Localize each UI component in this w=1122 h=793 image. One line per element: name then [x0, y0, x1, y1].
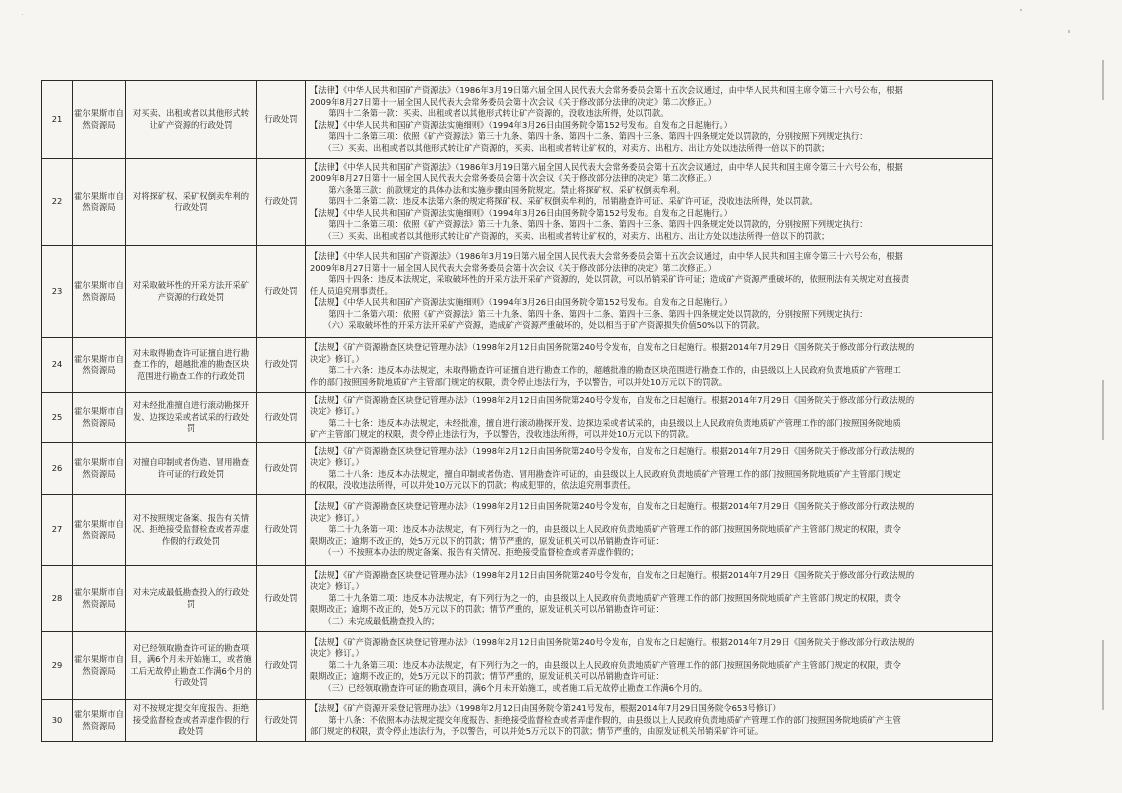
implementing-agency: 霍尔果斯市自然资源局 — [73, 495, 126, 566]
legal-basis-line: 第二十九条第一项：违反本办法规定，有下列行为之一的，由县级以上人民政府负责地质矿产管理工作的部门按照国务院地质矿产主管部门规定的权限，责令 — [328, 524, 901, 535]
penalty-table — [41, 80, 993, 742]
scan-speck — [1068, 30, 1070, 33]
implementing-agency: 霍尔果斯市自然资源局 — [73, 246, 126, 338]
legal-basis-line: 限期改正；逾期不改正的，处5万元以下的罚款；情节严重的，原发证机关可以吊销勘查许可证： — [310, 604, 664, 615]
legal-basis — [306, 495, 993, 566]
table-row — [42, 393, 993, 443]
implementing-agency: 霍尔果斯市自然资源局 — [73, 632, 126, 700]
table-row — [42, 632, 993, 700]
row-number: 26 — [42, 443, 73, 495]
legal-basis-line: （三）已经领取勘查许可证的勘查项目，满6个月未开始施工，或者施工后无故停止勘查工作满6个月的。 — [323, 682, 708, 693]
legal-basis-line: 第二十九条第三项：违反本办法规定，有下列行为之一的，由县级以上人民政府负责地质矿产管理工作的部门按照国务院地质矿产主管部门规定的权限，责令 — [328, 659, 901, 670]
legal-basis-line: （六）采取破坏性的开采方法开采矿产资源，造成矿产资源严重破坏的，处以相当于矿产资源损失价值50%以下的罚款。 — [323, 320, 765, 331]
row-number: 27 — [42, 495, 73, 566]
legal-basis-line: 第二十九条第二项：违反本办法规定，有下列行为之一的，由县级以上人民政府负责地质矿产管理工作的部门按照国务院地质矿产主管部门规定的权限，责令 — [328, 592, 901, 603]
legal-basis-line: 决定》修订。） — [310, 581, 364, 592]
legal-basis-line: 第四十二条第六项：依照《矿产资源法》第三十九条、第四十条、第四十二条、第四十三条、第四十四条规定处以罚款的，分别按照下列规定执行： — [328, 308, 868, 319]
scan-edge-mark — [1102, 380, 1104, 440]
legal-basis-line: 【法规】《矿产资源勘查区块登记管理办法》（1998年2月12日由国务院第240号令发布，自发布之日起施行。根据2014年7月29日《国务院关于修改部分行政法规的 — [310, 636, 915, 647]
legal-basis-line: 第四十二条第三项：依照《矿产资源法》第三十九条、第四十条、第四十二条、第四十三条、第四十四条规定处以罚款的，分别按照下列规定执行： — [328, 131, 868, 141]
legal-basis-line: 【法规】《矿产资源勘查区块登记管理办法》（1998年2月12日由国务院第240号令发布，自发布之日起施行。根据2014年7月29日《国务院关于修改部分行政法规的 — [310, 569, 915, 580]
legal-basis-line: 任人员追究刑事责任。 — [310, 285, 393, 296]
penalty-item-name: 对未取得勘查许可证擅自进行勘查工作的，超越批准的勘查区块范围进行勘查工作的行政处罚 — [126, 338, 257, 393]
legal-basis-line: 决定》修订。） — [310, 406, 364, 416]
legal-basis-line: 决定》修订。） — [310, 353, 364, 364]
penalty-item-name: 对擅自印制或者伪造、冒用勘查许可证的行政处罚 — [126, 443, 257, 495]
legal-basis-line: 【法规】《矿产资源勘查区块登记管理办法》（1998年2月12日由国务院第240号令发布，自发布之日起施行。根据2014年7月29日《国务院关于修改部分行政法规的 — [310, 501, 915, 512]
table-row — [42, 495, 993, 566]
scan-edge-mark — [1102, 640, 1104, 710]
scan-edge-mark — [1102, 60, 1104, 100]
table-body — [42, 81, 993, 742]
implementing-agency: 霍尔果斯市自然资源局 — [73, 81, 126, 159]
table-row — [42, 246, 993, 338]
power-type: 行政处罚 — [257, 700, 306, 742]
legal-basis-line: 第十八条：不依照本办法规定提交年度报告、拒绝接受监督检查或者弄虚作假的，由县级以上人民政府负责地质矿产管理工作的部门按照国务院地质矿产主管 — [328, 714, 901, 725]
table-row — [42, 566, 993, 632]
power-type: 行政处罚 — [257, 495, 306, 566]
penalty-item-name: 对不按照规定备案、报告有关情况、拒绝接受监督检查或者弄虚作假的行政处罚 — [126, 495, 257, 566]
penalty-item-name: 对将探矿权、采矿权倒卖牟利的行政处罚 — [126, 159, 257, 246]
legal-basis-line: 第二十六条：违反本办法规定，未取得勘查许可证擅自进行勘查工作的，超越批准的勘查区块范围进行勘查工作的，由县级以上人民政府负责地质矿产管理工 — [328, 365, 901, 375]
implementing-agency: 霍尔果斯市自然资源局 — [73, 393, 126, 443]
table-row — [42, 81, 993, 159]
penalty-item-name: 对买卖、出租或者以其他形式转让矿产资源的行政处罚 — [126, 81, 257, 159]
legal-basis — [306, 566, 993, 632]
row-number: 25 — [42, 393, 73, 443]
table-row — [42, 443, 993, 495]
legal-basis-line: （三）买卖、出租或者以其他形式转让矿产资源的，买卖、出租或者转让矿权的，对卖方、出租方、出让方处以违法所得一倍以下的罚款； — [323, 142, 830, 153]
table-row — [42, 338, 993, 393]
implementing-agency: 霍尔果斯市自然资源局 — [73, 338, 126, 393]
legal-basis-line: （一）不按照本办法的规定备案、报告有关情况、拒绝接受监督检查或者弄虚作假的； — [323, 547, 639, 558]
penalty-item-name: 对不按规定提交年度报告、拒绝接受监督检查或者弄虚作假的行政处罚 — [126, 700, 257, 742]
table-row — [42, 159, 993, 246]
scan-speck — [22, 14, 23, 15]
legal-basis-line: 【法规】《矿产资源勘查区块登记管理办法》（1998年2月12日由国务院第240号令发布，自发布之日起施行。根据2014年7月29日《国务院关于修改部分行政法规的 — [310, 342, 915, 352]
legal-basis-line: 2009年8月27日第十一届全国人民代表大会常务委员会第十次会议《关于修改部分法律的决定》第二次修正。） — [310, 173, 717, 184]
legal-basis-line: 限期改正；逾期不改正的，处5万元以下的罚款；情节严重的，原发证机关可以吊销勘查许可证： — [310, 535, 664, 546]
power-type: 行政处罚 — [257, 566, 306, 632]
power-type: 行政处罚 — [257, 338, 306, 393]
legal-basis-line: （二）未完成最低勘查投入的； — [323, 615, 440, 626]
legal-basis-line: 第四十四条：违反本法规定，采取破坏性的开采方法开采矿产资源的，处以罚款，可以吊销采矿许可证；造成矿产资源严重破坏的，依照刑法有关规定对直接责 — [328, 274, 910, 285]
legal-basis — [306, 443, 993, 495]
legal-basis-line: 决定》修订。） — [310, 512, 364, 523]
legal-basis-line: 限期改正；逾期不改正的，处5万元以下的罚款；情节严重的，原发证机关可以吊销勘查许可证： — [310, 671, 664, 682]
legal-basis-line: 第二十七条：违反本办法规定，未经批准，擅自进行滚动勘探开发、边探边采或者试采的，由县级以上人民政府负责地质矿产管理工作的部门按照国务院地质 — [328, 417, 901, 428]
legal-basis-line: 部门规定的权限，责令停止违法行为，予以警告，可以并处5万元以下的罚款；情节严重的，由原发证机关吊销采矿许可证。 — [310, 726, 764, 737]
legal-basis-line: 第四十二条第三项：依照《矿产资源法》第三十九条、第四十条、第四十二条、第四十三条、第四十四条规定处以罚款的，分别按照下列规定执行： — [328, 219, 868, 230]
implementing-agency: 霍尔果斯市自然资源局 — [73, 566, 126, 632]
penalty-item-name: 对采取破坏性的开采方法开采矿产资源的行政处罚 — [126, 246, 257, 338]
legal-basis-line: 2009年8月27日第十一届全国人民代表大会常务委员会第十次会议《关于修改部分法律的决定》第二次修正。） — [310, 262, 717, 273]
legal-basis-line: 的权限，没收违法所得，可以并处10万元以下的罚款；构成犯罪的，依法追究刑事责任。 — [310, 480, 636, 490]
implementing-agency: 霍尔果斯市自然资源局 — [73, 159, 126, 246]
row-number: 21 — [42, 81, 73, 159]
legal-basis-line: 【法律】《中华人民共和国矿产资源法》（1986年3月19日第六届全国人民代表大会常务委员会第十五次会议通过，由中华人民共和国主席令第三十六号公布，根据 — [310, 85, 903, 95]
scan-speck — [1020, 9, 1022, 11]
row-number: 23 — [42, 246, 73, 338]
legal-basis-line: 【法规】《矿产资源勘查区块登记管理办法》（1998年2月12日由国务院第240号令发布，自发布之日起施行。根据2014年7月29日《国务院关于修改部分行政法规的 — [310, 394, 915, 405]
legal-basis-line: 【法规】《矿产资源开采登记管理办法》（1998年2月12日由国务院令第241号发布，根据2014年7月29日国务院令653号修订） — [310, 703, 781, 714]
legal-basis-line: 第六条第三款：前款规定的具体办法和实施步骤由国务院规定。禁止将探矿权、采矿权倒卖牟利。 — [328, 184, 686, 195]
legal-basis — [306, 159, 993, 246]
table-row — [42, 700, 993, 742]
penalty-item-name: 对未完成最低勘查投入的行政处罚 — [126, 566, 257, 632]
legal-basis-line: 第四十二条第二款：违反本法第六条的规定将探矿权、采矿权倒卖牟利的，吊销勘查许可证、采矿许可证，没收违法所得，处以罚款。 — [328, 196, 818, 207]
legal-basis-line: 【法律】《中华人民共和国矿产资源法》（1986年3月19日第六届全国人民代表大会常务委员会第十五次会议通过，由中华人民共和国主席令第三十六号公布，根据 — [310, 161, 903, 172]
legal-basis-line: 2009年8月27日第十一届全国人民代表大会常务委员会第十次会议《关于修改部分法律的决定》第二次修正。） — [310, 96, 717, 107]
penalty-item-name: 对未经批准擅自进行滚动勘探开发、边探边采或者试采的行政处罚 — [126, 393, 257, 443]
implementing-agency: 霍尔果斯市自然资源局 — [73, 443, 126, 495]
legal-basis — [306, 81, 993, 159]
legal-basis — [306, 632, 993, 700]
legal-basis — [306, 338, 993, 393]
implementing-agency: 霍尔果斯市自然资源局 — [73, 700, 126, 742]
legal-basis — [306, 393, 993, 443]
power-type: 行政处罚 — [257, 159, 306, 246]
legal-basis-line: 作的部门按照国务院地质矿产主管部门规定的权限，责令停止违法行为，予以警告，可以并处10万元以下的罚款。 — [310, 376, 728, 387]
power-type: 行政处罚 — [257, 632, 306, 700]
legal-basis-line: 【法规】《中华人民共和国矿产资源法实施细则》（1994年3月26日由国务院令第152号发布。自发布之日起施行。） — [310, 297, 732, 308]
legal-basis-line: 第四十二条第一款：买卖、出租或者以其他形式转让矿产资源的，没收违法所得，处以罚款。 — [328, 108, 669, 118]
legal-basis-line: 第二十八条：违反本办法规定，擅自印制或者伪造、冒用勘查许可证的，由县级以上人民政府负责地质矿产管理工作的部门按照国务院地质矿产主管部门规定 — [328, 468, 901, 479]
legal-basis-line: （三）买卖、出租或者以其他形式转让矿产资源的，买卖、出租或者转让矿权的，对卖方、出租方、出让方处以违法所得一倍以下的罚款； — [323, 230, 830, 241]
legal-basis — [306, 246, 993, 338]
row-number: 22 — [42, 159, 73, 246]
row-number: 28 — [42, 566, 73, 632]
legal-basis-line: 决定》修订。） — [310, 457, 364, 467]
legal-basis — [306, 700, 993, 742]
power-type: 行政处罚 — [257, 443, 306, 495]
row-number: 24 — [42, 338, 73, 393]
legal-basis-line: 【法律】《中华人民共和国矿产资源法》（1986年3月19日第六届全国人民代表大会常务委员会第十五次会议通过，由中华人民共和国主席令第三十六号公布，根据 — [310, 251, 903, 262]
row-number: 29 — [42, 632, 73, 700]
legal-basis-line: 【法规】《中华人民共和国矿产资源法实施细则》（1994年3月26日由国务院令第152号发布。自发布之日起施行。） — [310, 207, 732, 218]
row-number: 30 — [42, 700, 73, 742]
legal-basis-line: 【法规】《矿产资源勘查区块登记管理办法》（1998年2月12日由国务院第240号令发布，自发布之日起施行。根据2014年7月29日《国务院关于修改部分行政法规的 — [310, 445, 915, 456]
legal-basis-line: 决定》修订。） — [310, 648, 364, 659]
legal-basis-line: 【法规】《中华人民共和国矿产资源法实施细则》（1994年3月26日由国务院令第152号发布。自发布之日起施行。） — [310, 119, 732, 130]
power-type: 行政处罚 — [257, 246, 306, 338]
penalty-item-name: 对已经领取勘查许可证的勘查项目，满6个月未开始施工，或者施工后无故停止勘查工作满6个月的行政处罚 — [126, 632, 257, 700]
power-type: 行政处罚 — [257, 393, 306, 443]
power-type: 行政处罚 — [257, 81, 306, 159]
legal-basis-line: 矿产主管部门规定的权限，责令停止违法行为，予以警告，没收违法所得，可以并处10万元以下的罚款。 — [310, 429, 694, 439]
